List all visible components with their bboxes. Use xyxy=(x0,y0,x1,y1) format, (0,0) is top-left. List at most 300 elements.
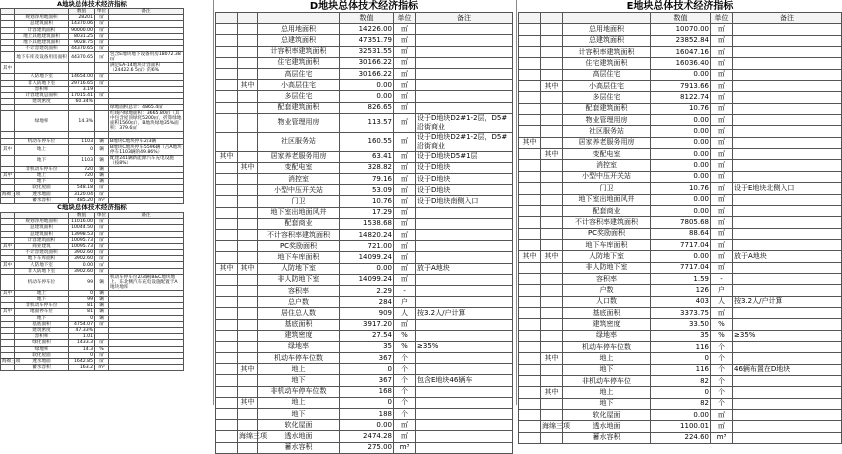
label-cell xyxy=(1,274,15,290)
remark-cell: 红线内绿地面积：3665.80㎡（其中包含屋顶绿化5200㎡，折算绿地面积1560㎡），B地块绿地35%面积：379.6㎡ xyxy=(109,111,184,132)
value-cell: 0.00 xyxy=(651,205,711,216)
value-cell: 0.00 xyxy=(651,160,711,171)
label-cell: 非机动车停车位 xyxy=(15,303,69,309)
table-row xyxy=(216,113,513,132)
remark-cell xyxy=(733,92,842,103)
remark-cell: 46辆布置在D地块 xyxy=(733,364,842,375)
label-cell xyxy=(216,35,238,46)
label-cell: 其中 xyxy=(1,144,15,155)
label-cell xyxy=(541,217,563,228)
label-cell: ㎡ xyxy=(95,15,109,21)
value-cell: 14.3 xyxy=(69,346,95,352)
label-cell: 非人防地下室 xyxy=(258,274,340,285)
label-cell: 规划净用地面积 xyxy=(15,15,69,21)
table-row xyxy=(216,319,513,330)
label-cell: 个 xyxy=(711,353,733,364)
label-cell: ㎡ xyxy=(95,80,109,86)
label-cell xyxy=(238,102,258,113)
label-cell: ㎡ xyxy=(95,231,109,237)
value-cell: 0.00 xyxy=(651,149,711,160)
remark-cell xyxy=(416,24,513,35)
label-cell xyxy=(238,46,258,57)
label-cell: 地下车库面积 xyxy=(563,239,651,250)
table-row xyxy=(519,432,842,443)
remark-cell xyxy=(733,376,842,387)
value-cell: 403 xyxy=(651,296,711,307)
label-cell: ㎡ xyxy=(394,68,416,79)
label-cell: 个 xyxy=(711,387,733,398)
value-cell: 0 xyxy=(340,397,394,408)
table-a xyxy=(0,0,184,204)
value-cell: 7913.66 xyxy=(651,81,711,92)
remark-cell xyxy=(733,58,842,69)
table-header-row xyxy=(216,13,513,24)
label-cell xyxy=(238,113,258,132)
label-cell xyxy=(238,241,258,252)
table-row xyxy=(216,442,513,453)
remark-cell xyxy=(416,353,513,364)
label-cell: 软化屋面 xyxy=(15,185,69,191)
label-cell xyxy=(519,432,541,443)
label-cell: 辆 xyxy=(95,138,109,144)
remark-cell xyxy=(416,274,513,285)
label-cell: ㎡ xyxy=(95,191,109,197)
label-cell: 其中 xyxy=(238,263,258,274)
remark-cell xyxy=(733,239,842,250)
label-cell xyxy=(541,58,563,69)
table-title-row xyxy=(1,204,184,213)
label-cell xyxy=(238,353,258,364)
label-cell xyxy=(519,341,541,352)
value-cell: 1103 xyxy=(69,138,95,144)
label-cell xyxy=(541,273,563,284)
table-row xyxy=(216,24,513,35)
label-cell xyxy=(541,160,563,171)
column-header: 数值 xyxy=(69,9,95,15)
label-cell: 海绵三项 xyxy=(2,358,21,364)
value-cell: 14370.06 xyxy=(69,21,95,27)
label-cell xyxy=(519,296,541,307)
value-cell: 82 xyxy=(651,398,711,409)
label-cell: ㎡ xyxy=(394,218,416,229)
label-cell: ㎡ xyxy=(95,219,109,225)
label-cell xyxy=(519,285,541,296)
table-row xyxy=(216,420,513,431)
table-row xyxy=(519,262,842,273)
remark-cell xyxy=(733,160,842,171)
label-cell xyxy=(238,297,258,308)
label-cell xyxy=(541,330,563,341)
table-row xyxy=(519,149,842,160)
label-cell xyxy=(541,262,563,273)
remark-cell xyxy=(733,171,842,182)
label-cell: 户 xyxy=(394,297,416,308)
remark-cell xyxy=(416,80,513,91)
remark-cell: 设于D地块D2#1-2层，D5#沿街商业 xyxy=(416,113,513,132)
label-cell: 地上 xyxy=(258,397,340,408)
label-cell: 个 xyxy=(394,397,416,408)
value-cell: 1433.3 xyxy=(69,340,95,346)
label-cell xyxy=(216,132,238,151)
column-header: 数值 xyxy=(69,212,95,218)
label-cell: ㎡ xyxy=(95,237,109,243)
value-cell: 23852.84 xyxy=(651,35,711,46)
column-header: 备注 xyxy=(109,9,184,15)
label-cell: 地下 xyxy=(563,398,651,409)
table-row xyxy=(519,410,842,421)
remark-cell xyxy=(416,420,513,431)
label-cell: ㎡ xyxy=(711,421,733,432)
label-cell: 其中 xyxy=(541,251,563,262)
label-cell: 其中 xyxy=(238,80,258,91)
value-cell: 14099.24 xyxy=(340,274,394,285)
value-cell: 7717.04 xyxy=(651,262,711,273)
value-cell: 10044.50 xyxy=(69,225,95,231)
remark-cell: 包含E地块46辆车 xyxy=(416,375,513,386)
label-cell: 总户数 xyxy=(258,297,340,308)
table-row xyxy=(216,207,513,218)
value-cell: 53.09 xyxy=(340,185,394,196)
label-cell: 海绵三项 xyxy=(541,421,563,432)
table-row xyxy=(1,155,184,166)
table-title-row xyxy=(216,0,513,13)
value-cell: 548.18 xyxy=(69,185,95,191)
label-cell: % xyxy=(394,330,416,341)
label-cell: 蓄水容积 xyxy=(258,442,340,453)
remark-cell xyxy=(416,218,513,229)
table-row xyxy=(519,307,842,318)
remark-cell xyxy=(416,252,513,263)
label-cell: 机动车停车位数 xyxy=(258,353,340,364)
table-row xyxy=(1,52,184,63)
value-cell: 30166.22 xyxy=(340,57,394,68)
label-cell xyxy=(216,241,238,252)
remark-cell xyxy=(416,431,513,442)
value-cell: 909 xyxy=(340,308,394,319)
table-row xyxy=(519,217,842,228)
label-cell xyxy=(216,274,238,285)
table-row xyxy=(1,274,184,290)
label-cell xyxy=(1,155,15,166)
remark-cell xyxy=(733,81,842,92)
value-cell: 17.29 xyxy=(340,207,394,218)
label-cell: ㎡ xyxy=(95,321,109,327)
value-cell: 47351.79 xyxy=(340,35,394,46)
value-cell: 28201 xyxy=(69,15,95,21)
label-cell xyxy=(216,397,238,408)
label-cell xyxy=(216,252,238,263)
label-cell: ㎡ xyxy=(95,52,109,63)
remark-cell: 设于D地块 xyxy=(416,162,513,173)
label-cell xyxy=(519,307,541,318)
label-cell: 透水地面 xyxy=(258,431,340,442)
label-cell: 蓄水容积 xyxy=(15,197,69,203)
remark-cell: 按3.2人/户计算 xyxy=(733,296,842,307)
label-cell xyxy=(238,420,258,431)
label-cell xyxy=(238,375,258,386)
column-header: 单位 xyxy=(711,13,733,24)
label-cell: 多层住宅 xyxy=(258,91,340,102)
remark-cell: B地块C地块停车5596辆（占A地块停车1103辆的49.86%） xyxy=(110,144,182,155)
remark-cell xyxy=(733,273,842,284)
label-cell: 个 xyxy=(394,386,416,397)
label-cell xyxy=(519,239,541,250)
label-cell: 容积率 xyxy=(563,273,651,284)
label-cell xyxy=(1,52,15,63)
label-cell: 高层住宅 xyxy=(563,69,651,80)
label-cell: 基底面积 xyxy=(15,321,69,327)
remark-cell xyxy=(416,319,513,330)
table-row xyxy=(216,102,513,113)
label-cell xyxy=(238,68,258,79)
table-row xyxy=(216,341,513,352)
label-cell xyxy=(519,103,541,114)
table-c xyxy=(0,204,184,371)
remark-cell xyxy=(416,442,513,453)
label-cell: 辆 xyxy=(95,274,109,290)
label-cell: ㎡ xyxy=(95,185,109,191)
table-row xyxy=(1,63,184,74)
remark-cell: ≥35% xyxy=(416,341,513,352)
label-cell: m³ xyxy=(95,365,109,371)
label-cell: 总建筑面积 xyxy=(15,231,69,237)
label-cell: ㎡ xyxy=(711,160,733,171)
table-row xyxy=(216,285,513,296)
label-cell: 辆 xyxy=(95,155,109,166)
label-cell xyxy=(541,205,563,216)
value-cell: 1642.85 xyxy=(69,358,95,364)
label-cell: 人防地下室 xyxy=(563,251,651,262)
label-cell: ㎡ xyxy=(711,228,733,239)
label-cell: 其中 xyxy=(519,251,541,262)
remark-cell xyxy=(733,387,842,398)
label-cell xyxy=(238,230,258,241)
label-cell: 地下室出地面风井 xyxy=(258,207,340,218)
table-title: E地块总体技术经济指标 xyxy=(626,0,734,12)
label-cell: ㎡ xyxy=(394,46,416,57)
value-cell: 113.57 xyxy=(340,113,394,132)
label-cell: 高层住宅 xyxy=(258,68,340,79)
value-cell: 116 xyxy=(651,364,711,375)
value-cell: 2474.28 xyxy=(340,431,394,442)
table-title: A地块总体技术经济指标 xyxy=(56,0,128,8)
label-cell: ㎡ xyxy=(711,410,733,421)
value-cell: 10.76 xyxy=(340,196,394,207)
label-cell: 辆 xyxy=(95,303,109,309)
label-cell xyxy=(238,174,258,185)
value-cell: 17015.41 xyxy=(69,92,95,98)
label-cell xyxy=(519,149,541,160)
label-cell xyxy=(216,330,238,341)
label-cell xyxy=(519,398,541,409)
value-cell: 0.00 xyxy=(651,171,711,182)
label-cell: ㎡ xyxy=(394,319,416,330)
remark-cell: 放于A地块 xyxy=(416,263,513,274)
value-cell: 485.20 xyxy=(69,197,95,203)
label-cell: ㎡ xyxy=(394,113,416,132)
label-cell xyxy=(541,319,563,330)
value-cell: 367 xyxy=(340,375,394,386)
label-cell xyxy=(519,171,541,182)
label-cell: 辆 xyxy=(95,290,109,296)
sheet-e xyxy=(518,0,842,444)
label-cell xyxy=(238,308,258,319)
value-cell: 0.00 xyxy=(651,251,711,262)
column-divider xyxy=(516,0,517,405)
label-cell: ㎡ xyxy=(711,239,733,250)
value-cell: 81 xyxy=(69,309,95,315)
label-cell: % xyxy=(394,341,416,352)
table-row xyxy=(216,46,513,57)
value-cell: 0 xyxy=(651,387,711,398)
label-cell: 地上 xyxy=(563,353,651,364)
value-cell: 0.00 xyxy=(651,69,711,80)
label-cell xyxy=(238,341,258,352)
label-cell: 绿地率 xyxy=(563,330,651,341)
label-cell xyxy=(541,239,563,250)
table-row xyxy=(519,160,842,171)
label-cell: 不计容建筑面积 xyxy=(15,46,69,52)
label-cell xyxy=(216,308,238,319)
table-title: C地块总体技术经济指标 xyxy=(57,203,127,212)
label-cell xyxy=(519,194,541,205)
label-cell xyxy=(216,375,238,386)
label-cell: 透水地面 xyxy=(15,191,69,197)
label-cell: 消控室 xyxy=(563,160,651,171)
label-cell: 门卫 xyxy=(258,196,340,207)
value-cell: 14654.00 xyxy=(69,74,95,80)
label-cell xyxy=(95,63,109,74)
table-row xyxy=(519,24,842,35)
label-cell xyxy=(541,183,563,194)
label-cell xyxy=(216,353,238,364)
value-cell: 10.76 xyxy=(651,103,711,114)
label-cell: 个 xyxy=(711,341,733,352)
label-cell: 基底面积 xyxy=(258,319,340,330)
value-cell: 32531.55 xyxy=(340,46,394,57)
label-cell xyxy=(519,228,541,239)
value-cell: 720 xyxy=(69,166,95,172)
label-cell xyxy=(541,69,563,80)
value-cell: 188 xyxy=(340,409,394,420)
table-row xyxy=(216,80,513,91)
table-row xyxy=(519,285,842,296)
value-cell: 44370.65 xyxy=(69,46,95,52)
label-cell: 其中 xyxy=(1,262,15,268)
value-cell: 10070.00 xyxy=(651,24,711,35)
remark-cell: 设于E地块北侧入口 xyxy=(733,183,842,194)
label-cell: 其中 xyxy=(216,263,238,274)
value-cell: 60.34% xyxy=(69,99,95,105)
label-cell xyxy=(216,420,238,431)
value-cell: 29716.65 xyxy=(69,80,95,86)
table-row xyxy=(519,137,842,148)
value-cell: 3902.60 xyxy=(69,268,95,274)
label-cell xyxy=(541,296,563,307)
remark-cell: 设于D地块 xyxy=(416,185,513,196)
label-cell xyxy=(238,35,258,46)
table-row xyxy=(519,398,842,409)
label-cell xyxy=(519,387,541,398)
label-cell xyxy=(216,174,238,185)
table-title: D地块总体技术经济指标 xyxy=(309,0,419,12)
label-cell: ㎡ xyxy=(95,92,109,98)
value-cell: 0.00 xyxy=(340,263,394,274)
table-title-row xyxy=(519,0,842,13)
table-row xyxy=(519,194,842,205)
label-cell: % xyxy=(711,330,733,341)
label-cell xyxy=(15,63,69,74)
label-cell xyxy=(541,341,563,352)
label-cell: ㎡ xyxy=(394,274,416,285)
label-cell: 计容建筑面积 xyxy=(15,27,69,33)
label-cell xyxy=(238,274,258,285)
table-row xyxy=(519,171,842,182)
value-cell: 3120.04 xyxy=(69,191,95,197)
table-row xyxy=(216,364,513,375)
column-header xyxy=(519,13,541,24)
column-header xyxy=(563,13,651,24)
remark-cell xyxy=(733,307,842,318)
value-cell: 81 xyxy=(69,303,95,309)
label-cell: ㎡ xyxy=(95,27,109,33)
value-cell: 0.00 xyxy=(340,91,394,102)
table-row xyxy=(216,252,513,263)
label-cell: ㎡ xyxy=(95,74,109,80)
column-header: 备注 xyxy=(416,13,513,24)
value-cell: 0.00 xyxy=(69,262,95,268)
label-cell: ㎡ xyxy=(95,39,109,45)
label-cell xyxy=(1,365,15,371)
table-row xyxy=(216,353,513,364)
table-row xyxy=(216,241,513,252)
table-row xyxy=(519,35,842,46)
label-cell xyxy=(216,431,238,442)
label-cell: ㎡ xyxy=(394,241,416,252)
value-cell: 0.00 xyxy=(651,410,711,421)
value-cell: 720 xyxy=(69,173,95,179)
label-cell: 计容积率建筑面积 xyxy=(258,46,340,57)
label-cell: 居家养老服务用房 xyxy=(258,151,340,162)
value-cell: 1.01 xyxy=(69,334,95,340)
value-cell: 11016.00 xyxy=(69,219,95,225)
label-cell xyxy=(519,69,541,80)
label-cell: ㎡ xyxy=(711,126,733,137)
remark-cell: 设于D地块 xyxy=(416,174,513,185)
label-cell: m³ xyxy=(711,432,733,443)
table-row xyxy=(519,353,842,364)
label-cell: 辆 xyxy=(95,297,109,303)
value-cell: 27.54 xyxy=(340,330,394,341)
label-cell: 非机动车停车位 xyxy=(563,376,651,387)
remark-cell xyxy=(733,194,842,205)
label-cell xyxy=(238,196,258,207)
label-cell: 地上 xyxy=(258,364,340,375)
column-header: 数值 xyxy=(340,13,394,24)
label-cell: ㎡ xyxy=(711,92,733,103)
label-cell: ㎡ xyxy=(394,132,416,151)
label-cell: ㎡ xyxy=(711,205,733,216)
value-cell: 0 xyxy=(340,364,394,375)
label-cell: % xyxy=(711,319,733,330)
label-cell xyxy=(541,376,563,387)
label-cell xyxy=(519,183,541,194)
label-cell: 总建筑面积 xyxy=(15,21,69,27)
label-cell xyxy=(238,207,258,218)
value-cell: 3902.60 xyxy=(69,256,95,262)
remark-cell xyxy=(733,137,842,148)
label-cell xyxy=(216,113,238,132)
